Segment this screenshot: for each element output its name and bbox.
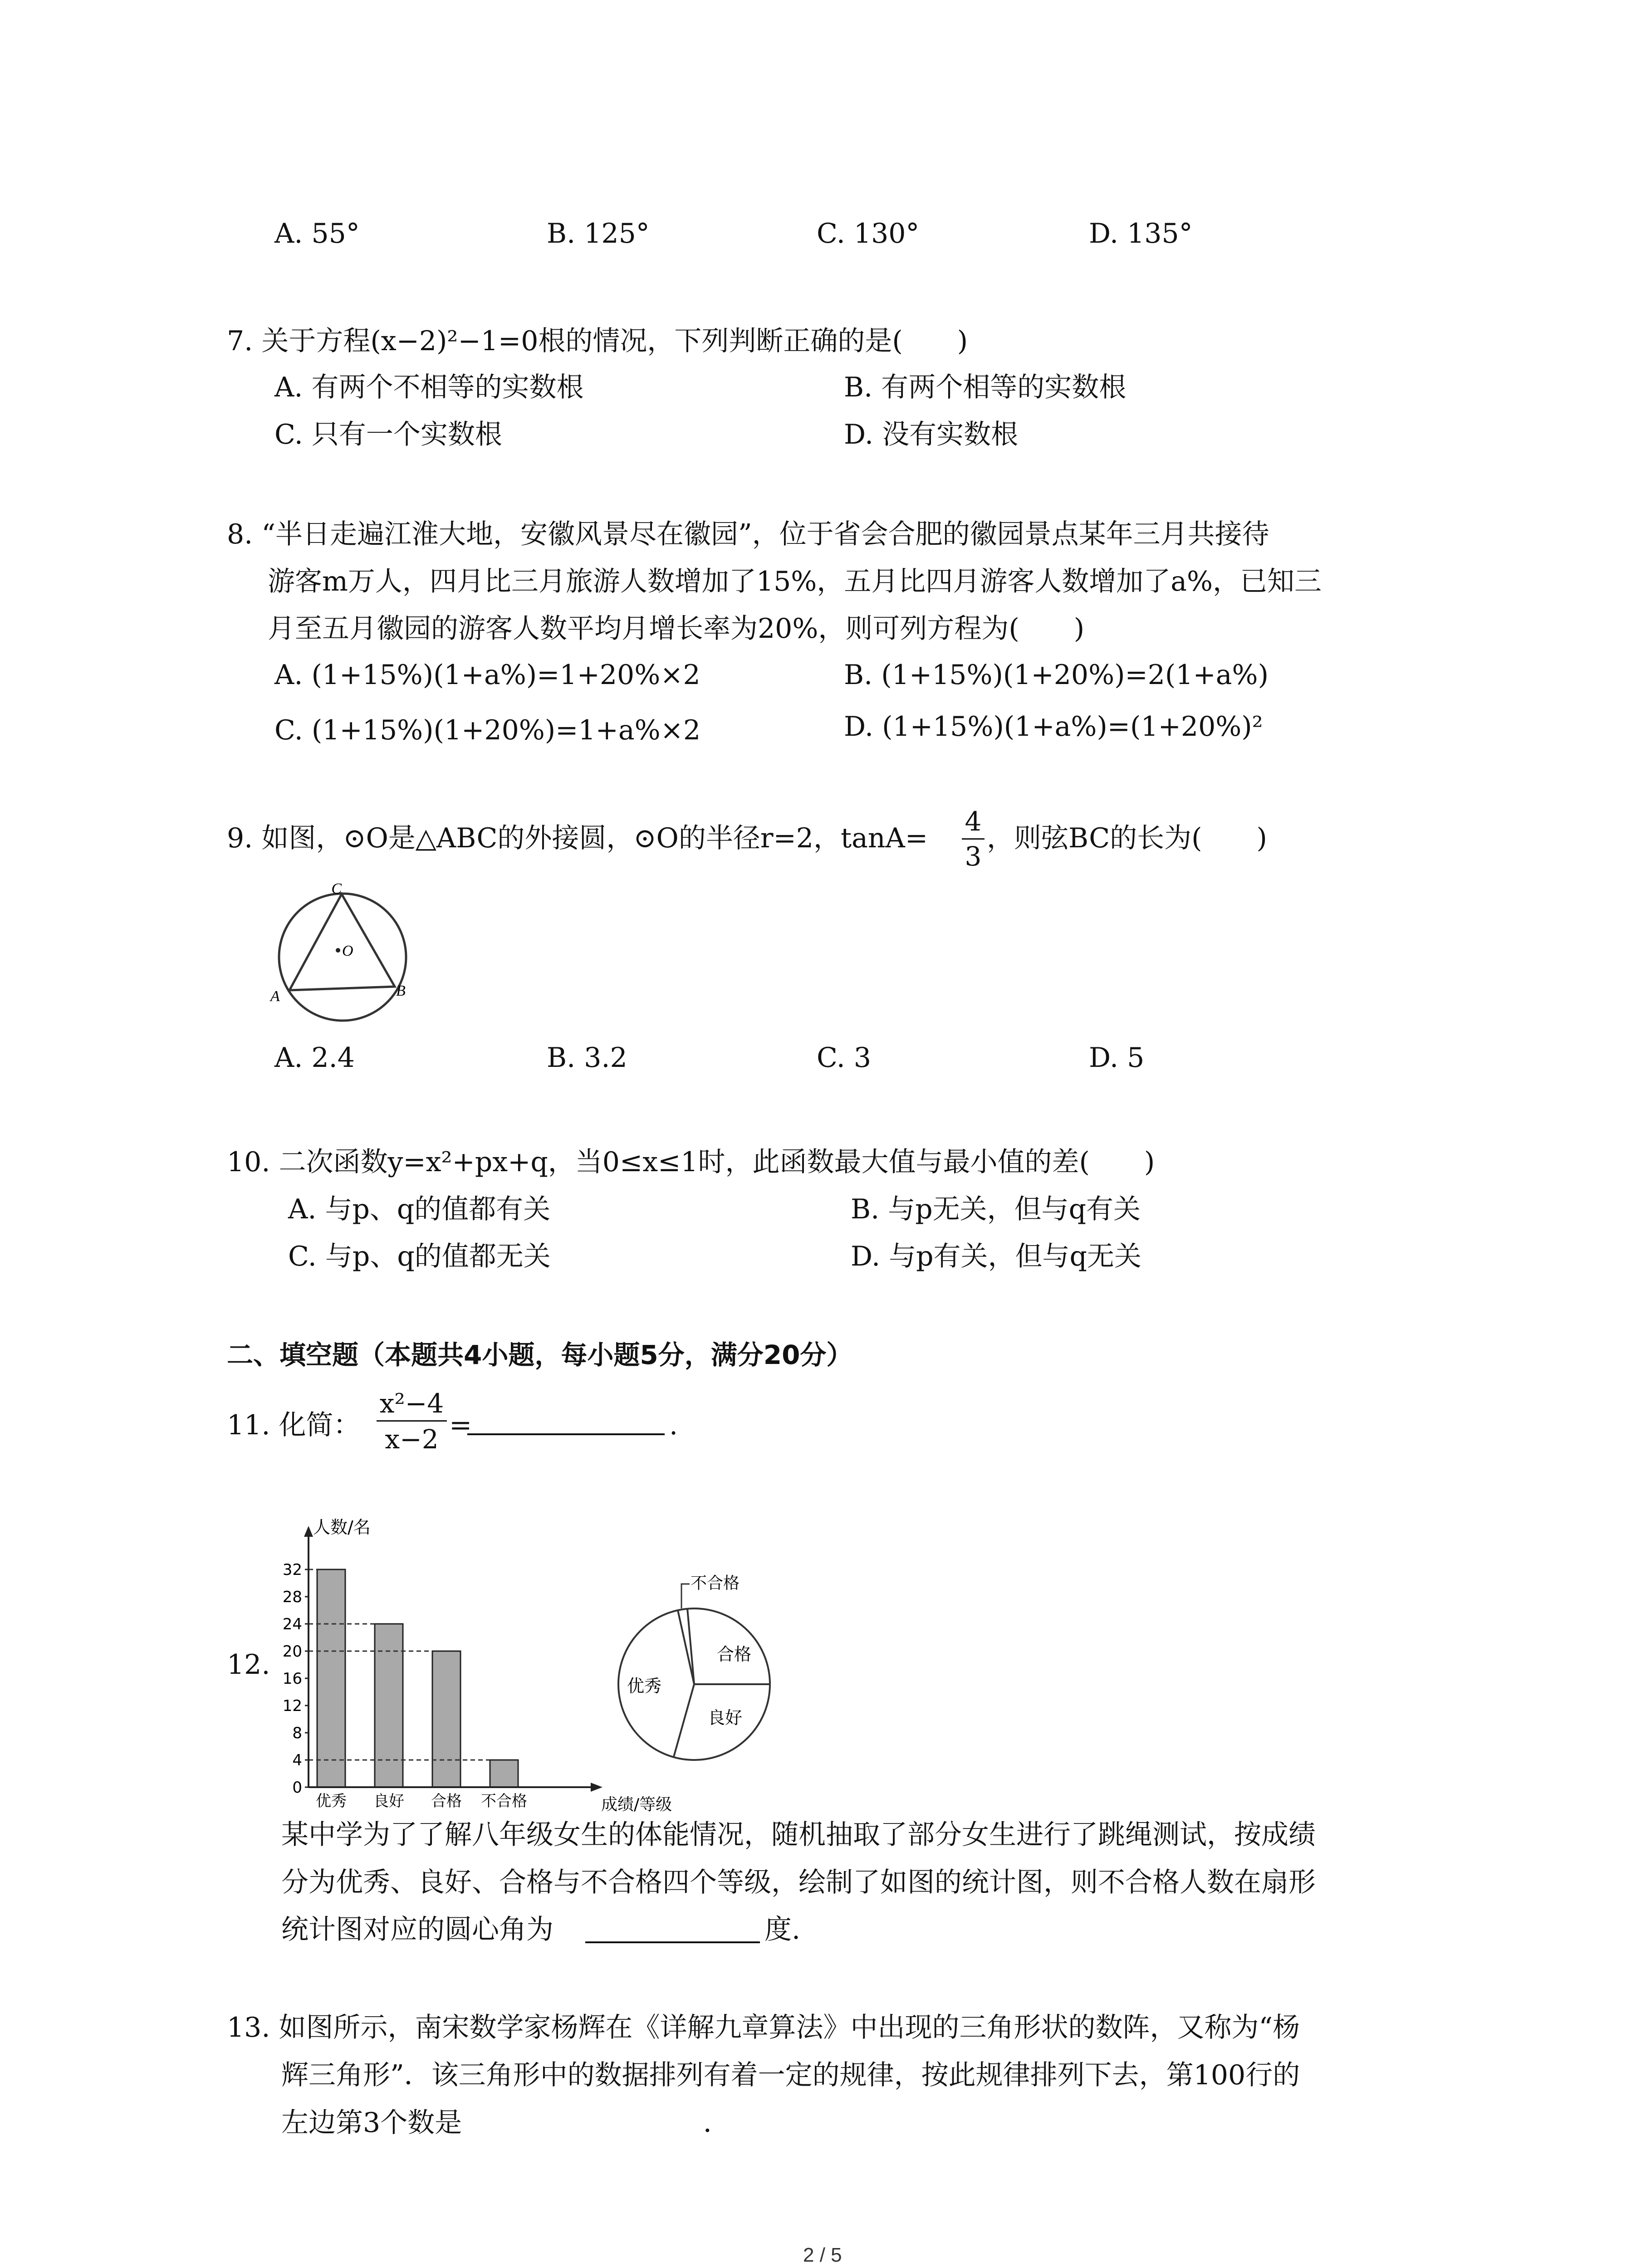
triangle-abc — [289, 894, 395, 990]
q10-option-c: C. 与p、q的值都无关 — [288, 1241, 551, 1272]
bar-0 — [317, 1569, 345, 1787]
q11-numerator: x²−4 — [379, 1388, 444, 1419]
q10-stem: 10. 二次函数y=x²+px+q，当0≤x≤1时，此函数最大值与最小值的差( ) — [227, 1146, 1155, 1178]
q11-period: . — [669, 1409, 678, 1441]
y-axis-label: 人数/名 — [313, 1517, 371, 1537]
q6-option-a: A. 55° — [274, 218, 360, 249]
q7-option-c: C. 只有一个实数根 — [274, 419, 502, 450]
center-point — [336, 948, 340, 953]
y-tick-label: 8 — [292, 1724, 302, 1742]
q12-text-line-3-end: 度. — [764, 1914, 801, 1945]
q7-option-a: A. 有两个不相等的实数根 — [274, 371, 584, 403]
pie-label-excellent: 优秀 — [627, 1676, 662, 1696]
y-tick-label: 28 — [282, 1588, 302, 1606]
q9-option-c: C. 3 — [817, 1042, 872, 1074]
q11-prefix: 11. 化简： — [227, 1409, 361, 1441]
q12-text-line-2: 分为优秀、良好、合格与不合格四个等级，绘制了如图的统计图，则不合格人数在扇形 — [281, 1867, 1316, 1898]
x-axis-arrow — [591, 1783, 603, 1792]
q12-text-line-1: 某中学为了了解八年级女生的体能情况，随机抽取了部分女生进行了跳绳测试，按成绩 — [281, 1819, 1316, 1851]
pie-label-good: 良好 — [708, 1708, 743, 1728]
q10-option-d: D. 与p有关，但与q无关 — [851, 1241, 1141, 1272]
q12-number: 12. — [227, 1649, 270, 1681]
q11-denominator: x−2 — [377, 1420, 447, 1452]
q8-option-a: A. (1+15%)(1+a%)=1+20%×2 — [274, 659, 700, 691]
q13-line-3: 左边第3个数是 — [281, 2107, 462, 2139]
label-c: C — [331, 880, 342, 897]
x-category-label: 合格 — [431, 1792, 462, 1810]
q10-option-a: A. 与p、q的值都有关 — [288, 1193, 551, 1225]
q8-option-b: B. (1+15%)(1+20%)=2(1+a%) — [844, 659, 1269, 691]
q8-line-2: 游客m万人，四月比三月旅游人数增加了15%，五月比四月游客人数增加了a%，已知三 — [268, 566, 1322, 597]
q6-option-c: C. 130° — [817, 218, 920, 249]
q13-line-2: 辉三角形”．该三角形中的数据排列有着一定的规律，按此规律排列下去，第100行的 — [281, 2059, 1300, 2091]
x-category-label: 优秀 — [316, 1792, 347, 1810]
q9-circle-figure — [259, 882, 426, 1034]
q9-option-b: B. 3.2 — [547, 1042, 627, 1074]
q12-pie-chart — [603, 1560, 794, 1769]
q11-equals: = — [449, 1409, 472, 1441]
q7-option-b: B. 有两个相等的实数根 — [844, 371, 1127, 403]
pie-divider-good-excellent — [674, 1684, 694, 1757]
q7-stem: 7. 关于方程(x−2)²−1=0根的情况，下列判断正确的是( ) — [227, 325, 968, 357]
y-axis-arrow — [304, 1526, 313, 1537]
q12-answer-blank[interactable] — [585, 1941, 760, 1943]
q9-stem-pre: 9. 如图，⊙O是△ABC的外接圆，⊙O的半径r=2，tanA= — [227, 822, 928, 854]
pie-label-qualified: 合格 — [717, 1644, 752, 1664]
q6-option-b: B. 125° — [547, 218, 650, 249]
q13-period: ． — [703, 2107, 730, 2139]
pie-label-fail: 不合格 — [691, 1574, 740, 1593]
bars-layer — [283, 1561, 527, 1810]
q8-option-d: D. (1+15%)(1+a%)=(1+20%)² — [844, 711, 1263, 743]
bar-3 — [490, 1760, 518, 1787]
bar-2 — [432, 1651, 460, 1787]
q8-line-3: 月至五月徽园的游客人数平均月增长率为20%，则可列方程为( ) — [268, 613, 1085, 645]
q10-option-b: B. 与p无关，但与q有关 — [851, 1193, 1141, 1225]
y-tick-label: 16 — [282, 1670, 302, 1688]
fail-leader-line — [681, 1584, 690, 1608]
y-tick-label: 32 — [282, 1561, 302, 1579]
page-number: 2 / 5 — [803, 2244, 842, 2266]
y-tick-label: 12 — [282, 1697, 302, 1715]
q11-answer-blank[interactable] — [467, 1433, 665, 1435]
x-category-label: 良好 — [373, 1792, 404, 1810]
q9-stem-post: ，则弦BC的长为( ) — [987, 822, 1267, 854]
q13-answer-blank[interactable] — [485, 2136, 708, 2138]
x-category-label: 不合格 — [481, 1792, 527, 1810]
q13-line-1: 13. 如图所示，南宋数学家杨辉在《详解九章算法》中出现的三角形状的数阵，又称为“杨 — [227, 2012, 1300, 2043]
q8-option-c: C. (1+15%)(1+20%)=1+a%×2 — [274, 714, 701, 746]
q12-text-line-3: 统计图对应的圆心角为 — [281, 1914, 554, 1945]
y-tick-label: 20 — [282, 1642, 302, 1661]
q9-option-a: A. 2.4 — [274, 1042, 355, 1074]
y-tick-label: 0 — [292, 1779, 302, 1797]
q8-line-1: 8. “半日走遍江淮大地，安徽风景尽在徽园”，位于省会合肥的徽园景点某年三月共接待 — [227, 518, 1269, 550]
q9-fraction-numerator: 4 — [965, 806, 982, 837]
label-a: A — [270, 988, 280, 1005]
label-b: B — [396, 982, 406, 999]
bar-1 — [375, 1624, 403, 1787]
q9-fraction — [962, 808, 985, 870]
section-2-heading: 二、填空题（本题共4小题，每小题5分，满分20分） — [227, 1339, 853, 1370]
q6-option-d: D. 135° — [1089, 218, 1193, 249]
y-tick-label: 4 — [292, 1751, 302, 1769]
q9-fraction-denominator: 3 — [962, 838, 985, 870]
y-tick-label: 24 — [282, 1615, 302, 1633]
label-o: O — [342, 943, 353, 959]
q9-option-d: D. 5 — [1089, 1042, 1145, 1074]
x-axis-label: 成绩/等级 — [601, 1795, 672, 1814]
q7-option-d: D. 没有实数根 — [844, 419, 1019, 450]
q11-fraction — [377, 1388, 447, 1455]
